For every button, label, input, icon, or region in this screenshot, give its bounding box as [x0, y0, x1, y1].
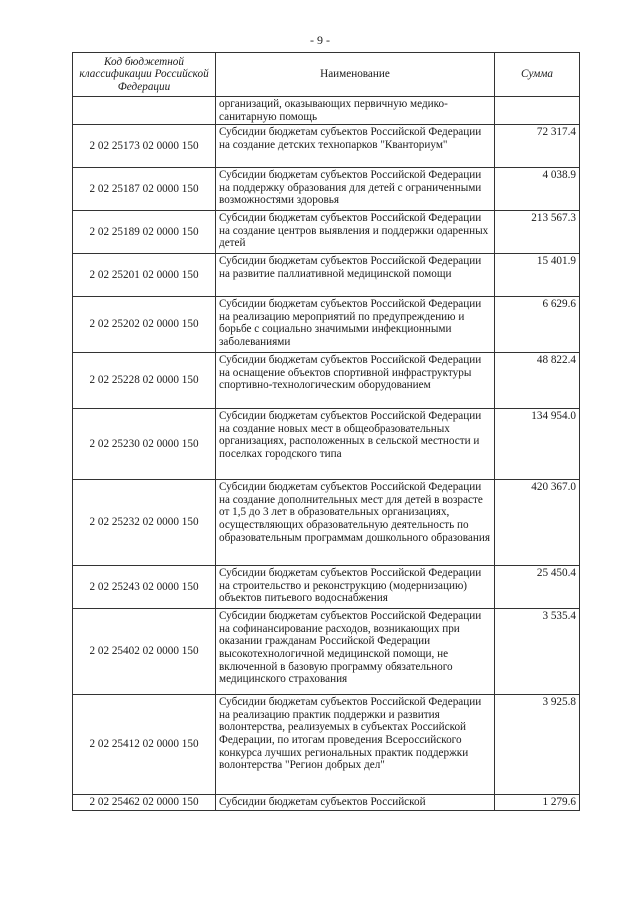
table-row — [73, 168, 580, 211]
row-sum: 6 629.6 — [495, 297, 580, 353]
row-name: Субсидии бюджетам субъектов Российской Федерации на реализацию мероприятий по предупреждению и борьбе с социально значимыми инфекционными заболеваниями — [216, 297, 495, 353]
header-code: Код бюджетной классификации Российской Федерации — [73, 53, 216, 97]
row-sum: 1 279.6 — [495, 795, 580, 811]
row-sum — [495, 97, 580, 125]
header-sum: Сумма — [495, 53, 580, 97]
row-code — [73, 97, 216, 125]
row-name: Субсидии бюджетам субъектов Российской Федерации на создание дополнительных мест для детей в возрасте от 1,5 до 3 лет в образовательных организациях, осуществляющих образовательную деятельность по образовательным программам дошкольного образования — [216, 480, 495, 566]
budget-table — [72, 52, 580, 811]
row-sum: 213 567.3 — [495, 211, 580, 254]
row-sum: 3 535.4 — [495, 609, 580, 695]
table-body — [73, 97, 580, 811]
row-name: Субсидии бюджетам субъектов Российской — [216, 795, 495, 811]
row-code: 2 02 25412 02 0000 150 — [73, 695, 216, 795]
table-row — [73, 125, 580, 168]
row-code: 2 02 25232 02 0000 150 — [73, 480, 216, 566]
row-sum: 134 954.0 — [495, 409, 580, 480]
row-name: Субсидии бюджетам субъектов Российской Федерации на создание центров выявления и поддержки одаренных детей — [216, 211, 495, 254]
row-sum: 15 401.9 — [495, 254, 580, 297]
table-header-row — [73, 53, 580, 97]
header-name: Наименование — [216, 53, 495, 97]
table-row — [73, 409, 580, 480]
table-row — [73, 254, 580, 297]
row-name: Субсидии бюджетам субъектов Российской Федерации на создание новых мест в общеобразовательных организациях, расположенных в сельской местности и поселках городского типа — [216, 409, 495, 480]
row-code: 2 02 25173 02 0000 150 — [73, 125, 216, 168]
row-code: 2 02 25230 02 0000 150 — [73, 409, 216, 480]
table-row — [73, 480, 580, 566]
row-name: Субсидии бюджетам субъектов Российской Федерации на поддержку образования для детей с ограниченными возможностями здоровья — [216, 168, 495, 211]
row-name: Субсидии бюджетам субъектов Российской Федерации на строительство и реконструкцию (модернизацию) объектов питьевого водоснабжения — [216, 566, 495, 609]
table-row — [73, 795, 580, 811]
row-sum: 420 367.0 — [495, 480, 580, 566]
row-code: 2 02 25228 02 0000 150 — [73, 353, 216, 409]
row-code: 2 02 25201 02 0000 150 — [73, 254, 216, 297]
row-name: Субсидии бюджетам субъектов Российской Федерации на софинансирование расходов, возникающих при оказании гражданам Российской Федерации высокотехнологичной медицинской помощи, не включенной в базовую программу обязательного медицинского страхования — [216, 609, 495, 695]
row-sum: 48 822.4 — [495, 353, 580, 409]
row-sum: 3 925.8 — [495, 695, 580, 795]
table-row — [73, 695, 580, 795]
table-row — [73, 609, 580, 695]
row-name: организаций, оказывающих первичную медико-санитарную помощь — [216, 97, 495, 125]
row-code: 2 02 25202 02 0000 150 — [73, 297, 216, 353]
table-row — [73, 566, 580, 609]
row-code: 2 02 25189 02 0000 150 — [73, 211, 216, 254]
row-code: 2 02 25402 02 0000 150 — [73, 609, 216, 695]
row-sum: 72 317.4 — [495, 125, 580, 168]
row-name: Субсидии бюджетам субъектов Российской Федерации на развитие паллиативной медицинской помощи — [216, 254, 495, 297]
table-row — [73, 97, 580, 125]
row-name: Субсидии бюджетам субъектов Российской Федерации на создание детских технопарков "Кванториум" — [216, 125, 495, 168]
table-row — [73, 211, 580, 254]
row-code: 2 02 25462 02 0000 150 — [73, 795, 216, 811]
row-code: 2 02 25187 02 0000 150 — [73, 168, 216, 211]
row-name: Субсидии бюджетам субъектов Российской Федерации на оснащение объектов спортивной инфраструктуры спортивно-технологическим оборудованием — [216, 353, 495, 409]
page-number: - 9 - — [310, 33, 330, 47]
row-sum: 25 450.4 — [495, 566, 580, 609]
table-row — [73, 297, 580, 353]
table-row — [73, 353, 580, 409]
row-name: Субсидии бюджетам субъектов Российской Федерации на реализацию практик поддержки и развития волонтерства, реализуемых в субъектах Российской Федерации, по итогам проведения Всероссийского конкурса лучших региональных практик поддержки волонтерства "Регион добрых дел" — [216, 695, 495, 795]
row-sum: 4 038.9 — [495, 168, 580, 211]
row-code: 2 02 25243 02 0000 150 — [73, 566, 216, 609]
